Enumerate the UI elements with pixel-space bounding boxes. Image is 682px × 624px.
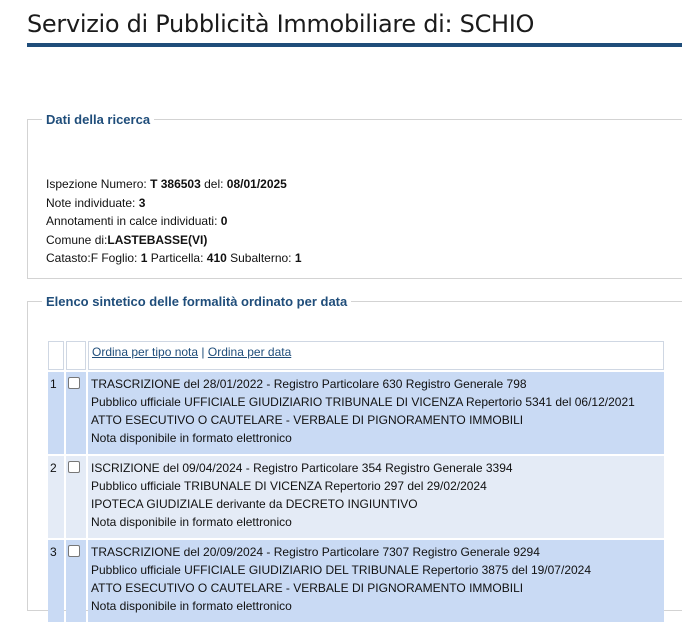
search-info <box>46 175 302 268</box>
comune-label: Comune di: <box>46 232 108 247</box>
title-underline <box>27 43 682 47</box>
row-checkbox[interactable] <box>68 377 80 389</box>
particella-value: 410 <box>206 251 227 265</box>
row-public-officer: Pubblico ufficiale TRIBUNALE DI VICENZA Repertorio 297 del 29/02/2024 <box>91 479 487 493</box>
row-registration: TRASCRIZIONE del 28/01/2022 - Registro Particolare 630 Registro Generale 798 <box>91 377 527 391</box>
formalities-legend: Elenco sintetico delle formalità ordinato per data <box>46 294 348 309</box>
row-details <box>88 456 664 538</box>
table-row <box>48 456 664 538</box>
row-number: 1 <box>48 372 64 454</box>
row-checkbox-cell <box>66 372 86 454</box>
row-act-type: IPOTECA GIUDIZIALE derivante da DECRETO INGIUNTIVO <box>91 497 418 511</box>
row-checkbox-cell <box>66 540 86 622</box>
row-checkbox[interactable] <box>68 461 80 473</box>
row-details <box>88 540 664 622</box>
table-row <box>48 372 664 454</box>
annotamenti-label: Annotamenti in calce individuati: <box>46 214 221 228</box>
formalities-table <box>46 339 666 624</box>
foglio-value: 1 <box>140 251 148 265</box>
formalities-panel <box>27 294 682 611</box>
sort-by-type-link[interactable]: Ordina per tipo nota <box>92 345 199 359</box>
row-availability: Nota disponibile in formato elettronico <box>91 515 292 529</box>
header-check-cell <box>66 341 86 370</box>
ispezione-date: 08/01/2025 <box>226 177 287 191</box>
particella-label: Particella: <box>147 251 207 265</box>
note-row <box>46 194 302 213</box>
row-number: 2 <box>48 456 64 538</box>
row-number: 3 <box>48 540 64 622</box>
ispezione-number: T 386503 <box>150 177 201 191</box>
subalterno-label: Subalterno: <box>226 251 295 265</box>
catasto-label: Catasto:F Foglio: <box>46 251 141 265</box>
sort-links <box>88 341 664 370</box>
page-title: Servizio di Pubblicità Immobiliare di: SCHIO <box>27 10 535 38</box>
note-count: 3 <box>138 195 146 210</box>
header-num-cell <box>48 341 64 370</box>
comune-value: LASTEBASSE(VI) <box>107 232 208 247</box>
row-registration: ISCRIZIONE del 09/04/2024 - Registro Particolare 354 Registro Generale 3394 <box>91 461 513 475</box>
row-details <box>88 372 664 454</box>
sort-separator: | <box>198 345 208 359</box>
catasto-row <box>46 249 302 268</box>
table-row <box>48 540 664 622</box>
row-availability: Nota disponibile in formato elettronico <box>91 599 292 613</box>
search-data-panel <box>27 112 682 279</box>
row-checkbox-cell <box>66 456 86 538</box>
note-label: Note individuate: <box>46 195 139 210</box>
row-public-officer: Pubblico ufficiale UFFICIALE GIUDIZIARIO TRIBUNALE DI VICENZA Repertorio 5341 del 06/12/2021 <box>91 395 635 409</box>
row-availability: Nota disponibile in formato elettronico <box>91 431 292 445</box>
sort-by-date-link[interactable]: Ordina per data <box>207 345 292 359</box>
annotamenti-count: 0 <box>220 214 228 228</box>
ispezione-date-label: del: <box>200 177 227 191</box>
ispezione-row <box>46 175 302 194</box>
row-registration: TRASCRIZIONE del 20/09/2024 - Registro Particolare 7307 Registro Generale 9294 <box>91 545 540 559</box>
row-checkbox[interactable] <box>68 545 80 557</box>
ispezione-label: Ispezione Numero: <box>46 177 151 191</box>
row-act-type: ATTO ESECUTIVO O CAUTELARE - VERBALE DI PIGNORAMENTO IMMOBILI <box>91 413 524 427</box>
comune-row <box>46 231 302 250</box>
row-public-officer: Pubblico ufficiale UFFICIALE GIUDIZIARIO DEL TRIBUNALE Repertorio 3875 del 19/07/2024 <box>91 563 592 577</box>
table-header-row <box>48 341 664 370</box>
row-act-type: ATTO ESECUTIVO O CAUTELARE - VERBALE DI PIGNORAMENTO IMMOBILI <box>91 581 524 595</box>
search-data-legend: Dati della ricerca <box>46 112 151 127</box>
annotamenti-row <box>46 212 302 231</box>
subalterno-value: 1 <box>294 251 302 265</box>
